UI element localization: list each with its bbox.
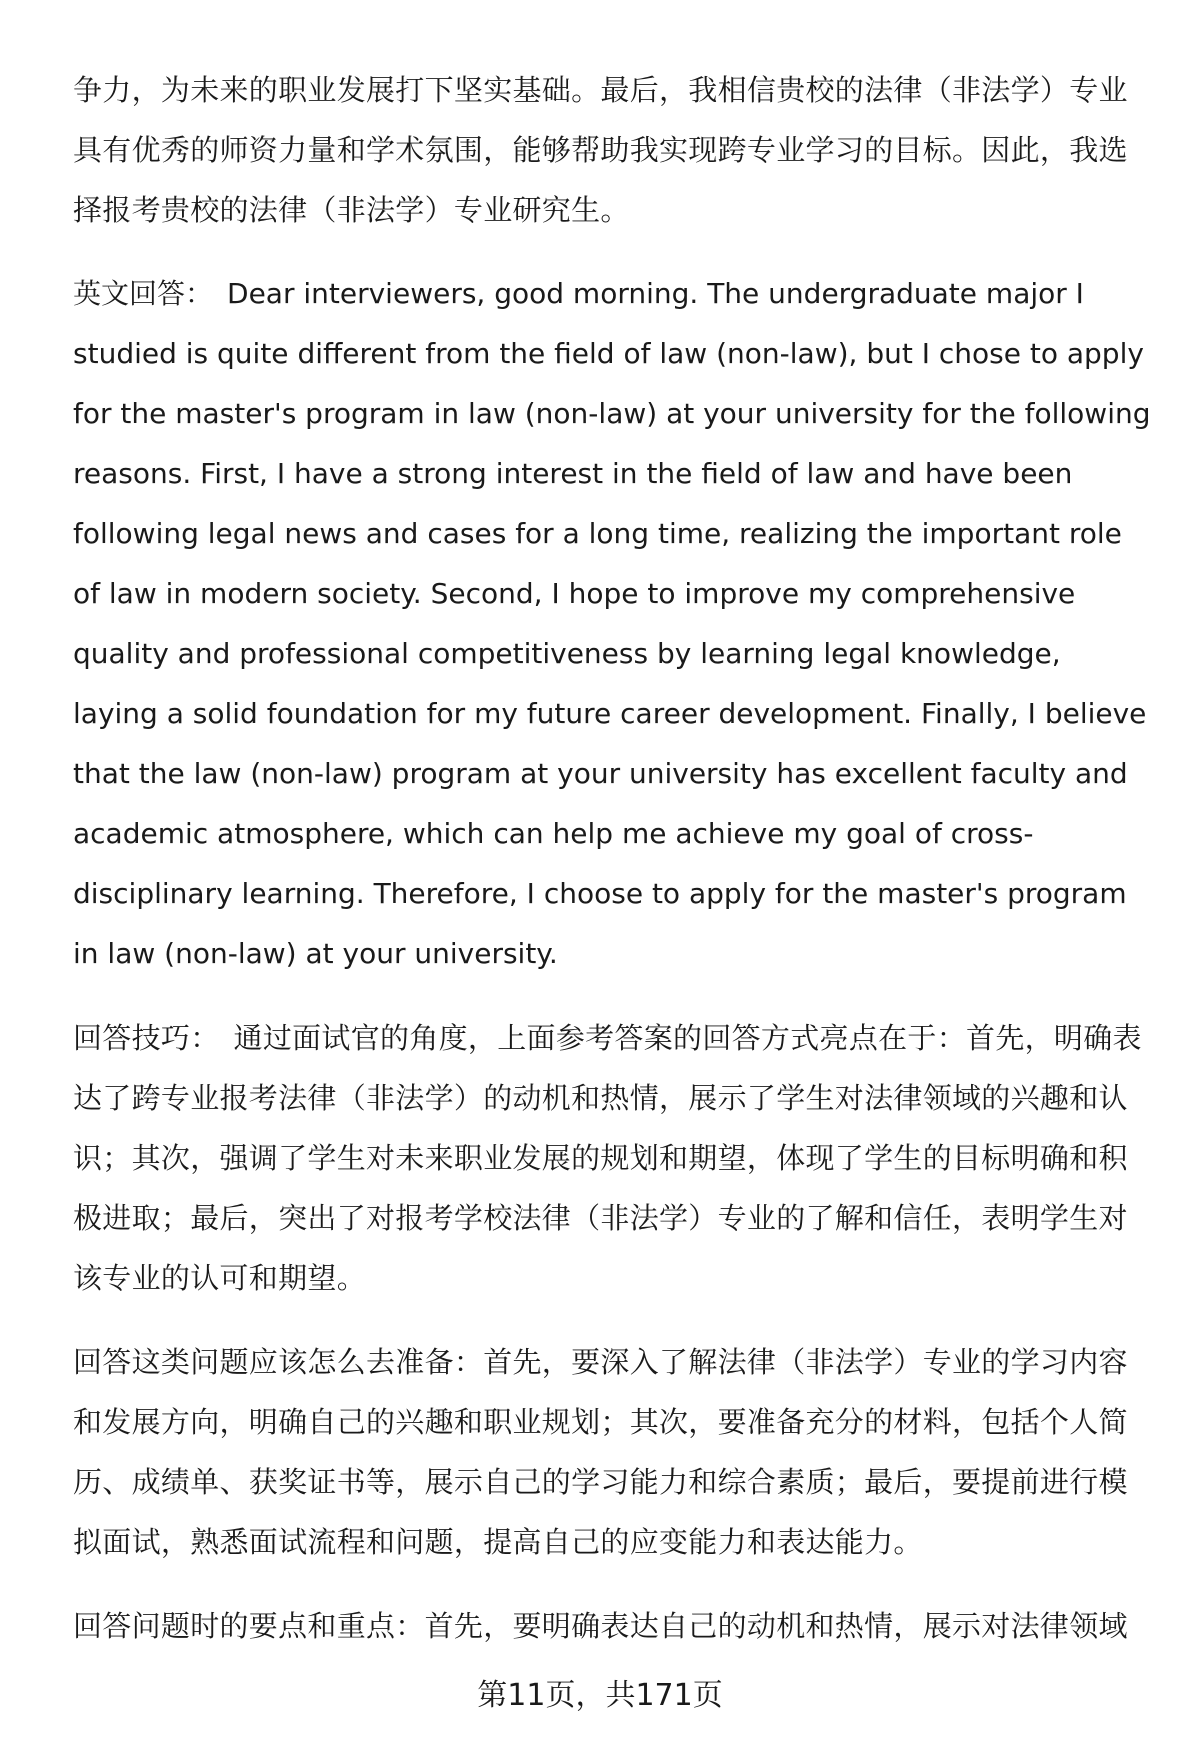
paragraph-answer-tips bbox=[73, 1008, 1153, 1308]
paragraph-key-points bbox=[73, 1596, 1153, 1656]
page-number-footer: 第11页，共171页 bbox=[477, 1678, 723, 1713]
paragraph-text: 回答这类问题应该怎么去准备：首先，要深入了解法律（非法学）专业的学习内容和发展方向，明确自己的兴趣和职业规划；其次，要准备充分的材料，包括个人简历、成绩单、获奖证书等，展示自己的学习能力和综合素质；最后，要提前进行模拟面试，熟悉面试流程和问题，提高自己的应变能力和表达能力。 bbox=[73, 1345, 1128, 1559]
paragraph-text: 争力，为未来的职业发展打下坚实基础。最后，我相信贵校的法律（非法学）专业具有优秀的师资力量和学术氛围，能够帮助我实现跨专业学习的目标。因此，我选择报考贵校的法律（非法学）专业研究生。 bbox=[73, 73, 1128, 227]
watermark: ​ bbox=[230, 720, 373, 890]
document-body bbox=[73, 60, 1153, 1680]
paragraph-label: 英文回答： bbox=[73, 277, 214, 310]
paragraph-continuation bbox=[73, 60, 1153, 240]
paragraph-label: 回答技巧： bbox=[73, 1021, 220, 1055]
paragraph-text: 回答问题时的要点和重点：首先，要明确表达自己的动机和热情，展示对法律领域 bbox=[73, 1609, 1128, 1643]
paragraph-preparation bbox=[73, 1332, 1153, 1572]
paragraph-english-answer bbox=[73, 264, 1153, 984]
paragraph-text: Dear interviewers, good morning. The undergraduate major I studied is quite different from the field of law (non-law), but I chose to apply for the master's program in law (non-law) at your university for the following reasons. First, I have a strong interest in the field of law and have been following legal news and cases for a long time, realizing the important role of law in modern society. Second, I hope to improve my comprehensive quality and professional competitiveness by learning legal knowledge, laying a solid foundation for my future career development. Finally, I believe that the law (non-law) program at your university has excellent faculty and academic atmosphere, which can help me achieve my goal of cross-disciplinary learning. Therefore, I choose to apply for the master's program in law (non-law) at your university. bbox=[73, 277, 1151, 970]
paragraph-text: 通过面试官的角度，上面参考答案的回答方式亮点在于：首先，明确表达了跨专业报考法律（非法学）的动机和热情，展示了学生对法律领域的兴趣和认识；其次，强调了学生对未来职业发展的规划和期望，体现了学生的目标明确和积极进取；最后，突出了对报考学校法律（非法学）专业的了解和信任，表明学生对该专业的认可和期望。 bbox=[73, 1021, 1142, 1295]
